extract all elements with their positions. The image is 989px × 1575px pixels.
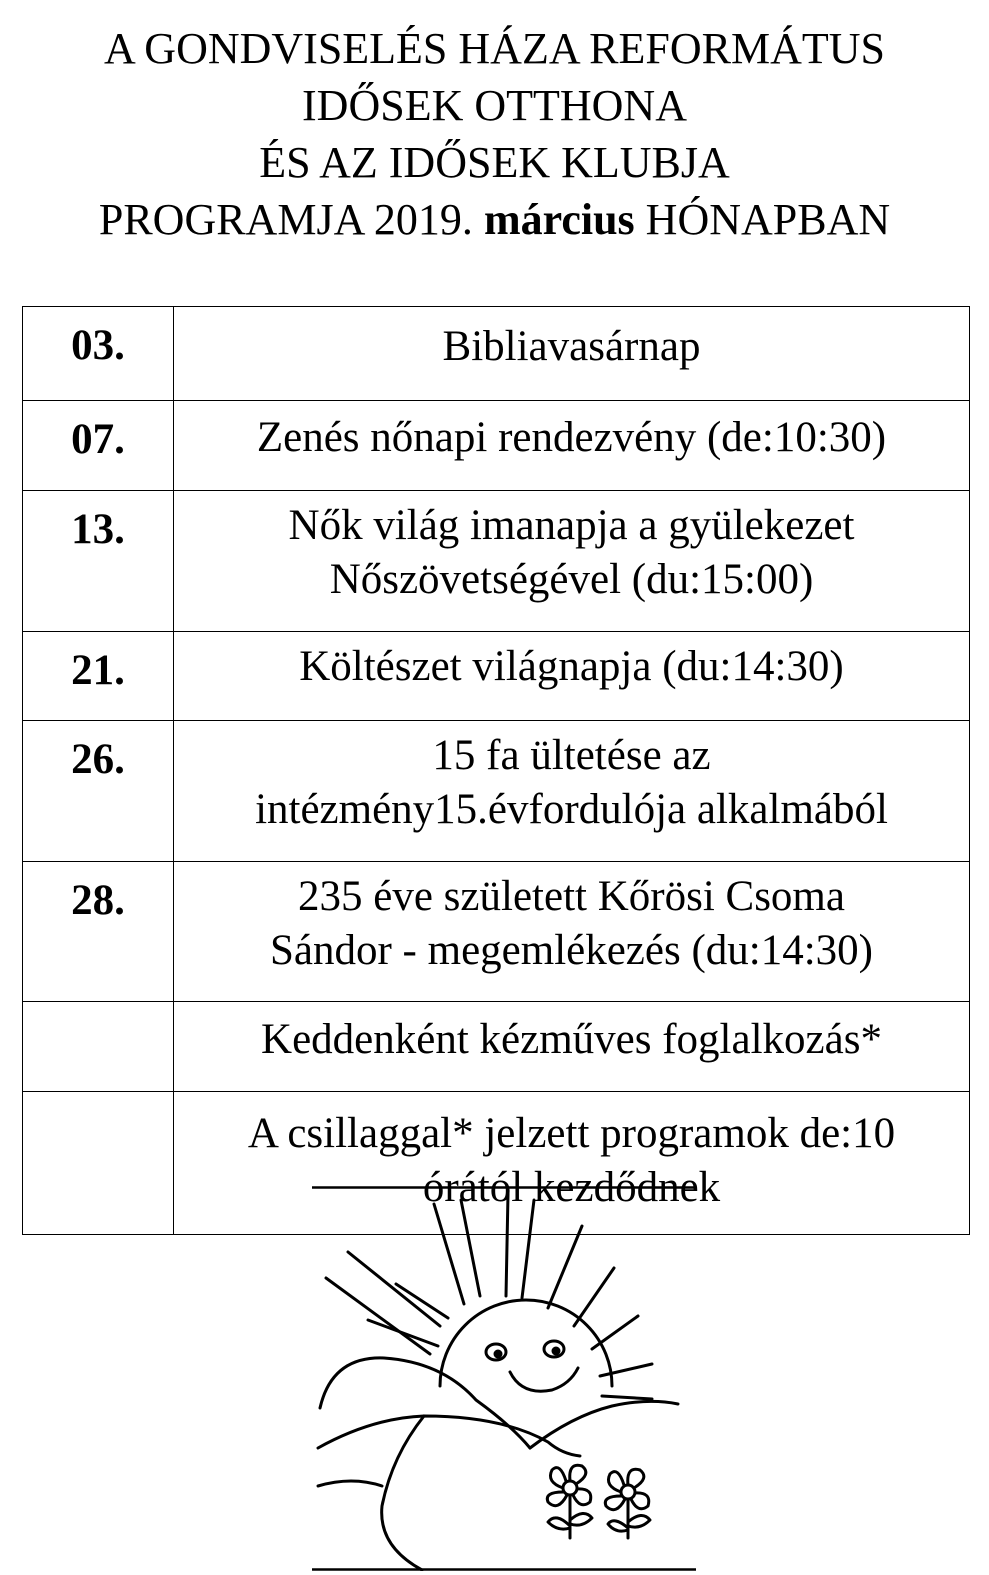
program-day: 13. [23,491,174,632]
program-event [174,491,970,632]
program-day: 03. [23,307,174,401]
title-program-year: PROGRAMJA 2019. [98,195,473,244]
table-row [23,721,970,862]
title-month: március [483,195,635,244]
table-row [23,491,970,632]
program-day: 28. [23,862,174,1002]
table-row [23,307,970,401]
event-line: Sándor - megemlékezés (du:14:30) [269,927,873,974]
program-day [23,1092,174,1235]
sun-face-icon [440,1300,612,1391]
sun-rays-icon [326,1194,652,1399]
table-row [23,401,970,491]
event-line: órától kezdődnek [422,1164,721,1211]
title-line-1: A GONDVISELÉS HÁZA REFORMÁTUS [103,24,886,73]
program-event [174,632,970,721]
table-row [23,632,970,721]
program-day: 21. [23,632,174,721]
program-event [174,862,970,1002]
program-table [22,306,970,1235]
program-day: 26. [23,721,174,862]
hills-icon [318,1358,678,1570]
event-line: Költészet világnapja (du:14:30) [299,643,844,690]
table-row [23,1002,970,1092]
program-event [174,721,970,862]
event-line: Keddenként kézműves foglalkozás* [261,1016,882,1063]
program-event [174,1002,970,1092]
event-line: 235 éve született Kőrösi Csoma [298,873,845,920]
program-event [174,307,970,401]
event-line: 15 fa ültetése az [432,732,711,779]
event-line: A csillaggal* jelzett programok de:10 [247,1110,896,1157]
title-month-suffix: HÓNAPBAN [645,195,891,244]
event-line: intézmény15.évfordulója alkalmából [255,786,888,833]
sun-landscape-illustration [312,1186,696,1571]
flower-icon [605,1469,650,1538]
event-line: Bibliavasárnap [442,323,701,370]
flower-icon [547,1465,592,1538]
title-line-4 [0,191,989,248]
event-line: Nők világ imanapja a gyülekezet [288,502,855,549]
event-line: Zenés nőnapi rendezvény (de:10:30) [256,414,887,461]
title-line-2: IDŐSEK OTTHONA [302,81,687,130]
title-line-3: ÉS AZ IDŐSEK KLUBJA [259,138,730,187]
page-title [0,20,989,248]
program-day: 07. [23,401,174,491]
event-line: Nőszövetségével (du:15:00) [329,556,814,603]
program-event [174,401,970,491]
table-row [23,862,970,1002]
program-day [23,1002,174,1092]
